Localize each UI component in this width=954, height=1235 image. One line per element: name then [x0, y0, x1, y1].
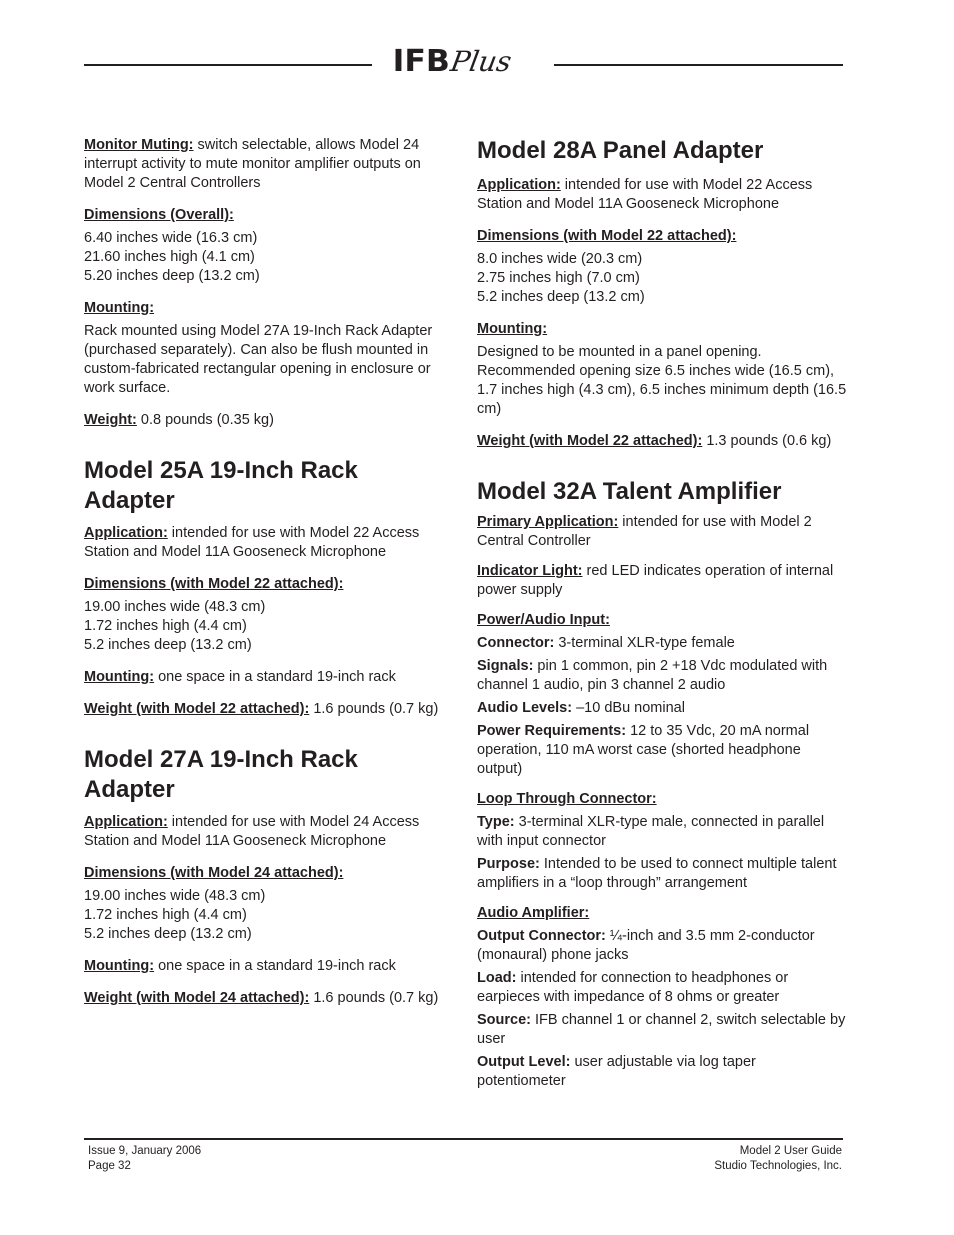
mounting-label: Mounting:	[84, 958, 155, 974]
weight-label: Weight (with Model 22 attached):	[84, 701, 310, 717]
m27a-weight	[84, 989, 454, 1008]
output-connector-label: Output Connector:	[477, 928, 606, 944]
m25a-dimensions	[84, 575, 454, 655]
type-text: 3-terminal XLR-type male, connected in parallel with input connector	[477, 814, 825, 849]
m27a-dimensions	[84, 864, 454, 944]
power-requirements-label: Power Requirements:	[477, 723, 627, 739]
monitor-muting-label: Monitor Muting:	[84, 137, 194, 153]
dimensions-overall-label: Dimensions (Overall):	[84, 207, 234, 223]
company-name: Studio Technologies, Inc.	[714, 1160, 842, 1172]
dimension-line: 6.40 inches wide (16.3 cm)	[84, 230, 258, 246]
load-label: Load:	[477, 970, 517, 986]
m25a-weight	[84, 700, 454, 719]
loop-through-connector-label: Loop Through Connector:	[477, 791, 657, 807]
type-label: Type:	[477, 814, 515, 830]
m27a-application	[84, 813, 454, 851]
ifb-plus-logo	[392, 44, 514, 79]
mounting-text: one space in a standard 19-inch rack	[154, 669, 396, 685]
footer-rule	[84, 1138, 843, 1140]
weight-label: Weight (with Model 24 attached):	[84, 990, 310, 1006]
m28a-dimensions	[477, 227, 847, 307]
dimensions-overall-section	[84, 206, 454, 286]
m32a-primary-application	[477, 513, 847, 551]
power-audio-input-label: Power/Audio Input:	[477, 612, 610, 628]
weight-text: 1.3 pounds (0.6 kg)	[702, 433, 832, 449]
primary-application-text: intended for use with Model 2 Central Controller	[477, 514, 812, 549]
application-label: Application:	[477, 177, 561, 193]
output-level-spec	[477, 1053, 847, 1091]
mounting-text: Rack mounted using Model 27A 19-Inch Rack Adapter (purchased separately). Can also be flush mounted in custom-fabricated rectangular opening in enclosure or work surface.	[84, 323, 433, 396]
connector-text: 3-terminal XLR-type female	[554, 635, 735, 651]
purpose-spec	[477, 855, 847, 893]
source-text: IFB channel 1 or channel 2, switch selectable by user	[477, 1012, 846, 1047]
type-spec	[477, 813, 847, 851]
dimension-line: 1.72 inches high (4.4 cm)	[84, 907, 247, 923]
dimensions-label: Dimensions (with Model 24 attached):	[84, 865, 344, 881]
left-column	[84, 136, 454, 1021]
source-label: Source:	[477, 1012, 531, 1028]
dimension-line: 21.60 inches high (4.1 cm)	[84, 249, 255, 265]
model-28a-heading: Model 28A Panel Adapter	[477, 137, 764, 164]
dimension-line: 5.2 inches deep (13.2 cm)	[84, 637, 252, 653]
m28a-application	[477, 176, 847, 214]
mounting-text: one space in a standard 19-inch rack	[154, 958, 396, 974]
output-level-label: Output Level:	[477, 1054, 571, 1070]
mounting-section	[84, 299, 454, 398]
application-text: intended for use with Model 22 Access Station and Model 11A Gooseneck Microphone	[84, 525, 420, 560]
dimension-line: 19.00 inches wide (48.3 cm)	[84, 599, 266, 615]
output-level-text: user adjustable via log taper potentiometer	[477, 1054, 756, 1089]
m32a-indicator-light	[477, 562, 847, 600]
purpose-text: Intended to be used to connect multiple talent amplifiers in a “loop through” arrangement	[477, 856, 837, 891]
source-spec	[477, 1011, 847, 1049]
m25a-mounting	[84, 668, 454, 687]
right-column	[477, 136, 847, 1095]
connector-spec	[477, 634, 847, 653]
weight-paragraph	[84, 411, 454, 430]
audio-amplifier-label: Audio Amplifier:	[477, 905, 590, 921]
application-text: intended for use with Model 22 Access Station and Model 11A Gooseneck Microphone	[477, 177, 813, 212]
logo-ifb-text: IFB	[392, 44, 450, 79]
monitor-muting-text: switch selectable, allows Model 24 interrupt activity to mute monitor amplifier outputs on Model 2 Central Controllers	[84, 137, 421, 191]
footer-left	[88, 1144, 201, 1174]
dimension-line: 5.20 inches deep (13.2 cm)	[84, 268, 260, 284]
indicator-light-label: Indicator Light:	[477, 563, 583, 579]
connector-label: Connector:	[477, 635, 555, 651]
output-connector-spec	[477, 927, 847, 965]
mounting-label: Mounting:	[477, 321, 548, 337]
weight-text: 1.6 pounds (0.7 kg)	[309, 701, 439, 717]
model-27a-heading: Model 27A 19-Inch Rack Adapter	[84, 746, 358, 803]
signals-label: Signals:	[477, 658, 534, 674]
header-rule-left	[84, 64, 372, 66]
power-requirements-text: 12 to 35 Vdc, 20 mA normal operation, 110 mA worst case (shorted headphone output)	[477, 723, 810, 777]
monitor-muting-paragraph	[84, 136, 454, 193]
audio-levels-label: Audio Levels:	[477, 700, 573, 716]
signals-text: pin 1 common, pin 2 +18 Vdc modulated with channel 1 audio, pin 3 channel 2 audio	[477, 658, 828, 693]
mounting-label: Mounting:	[84, 300, 155, 316]
m28a-mounting	[477, 320, 847, 419]
application-label: Application:	[84, 814, 168, 830]
primary-application-label: Primary Application:	[477, 514, 619, 530]
weight-label: Weight:	[84, 412, 137, 428]
dimension-line: 1.72 inches high (4.4 cm)	[84, 618, 247, 634]
m28a-weight	[477, 432, 847, 451]
load-text: intended for connection to headphones or earpieces with impedance of 8 ohms or greater	[477, 970, 789, 1005]
mounting-text: Designed to be mounted in a panel opening. Recommended opening size 6.5 inches wide (16.5 cm), 1.7 inches high (4.3 cm), 6.5 inches minimum depth (16.5 cm)	[477, 344, 847, 417]
page-number: Page 32	[88, 1160, 131, 1172]
header-rule-right	[554, 64, 843, 66]
indicator-light-text: red LED indicates operation of internal power supply	[477, 563, 834, 598]
issue-date: Issue 9, January 2006	[88, 1145, 202, 1157]
weight-label: Weight (with Model 22 attached):	[477, 433, 703, 449]
audio-levels-spec	[477, 699, 847, 718]
load-spec	[477, 969, 847, 1007]
weight-text: 0.8 pounds (0.35 kg)	[136, 412, 274, 428]
weight-text: 1.6 pounds (0.7 kg)	[309, 990, 439, 1006]
power-requirements-spec	[477, 722, 847, 779]
dimensions-label: Dimensions (with Model 22 attached):	[477, 228, 737, 244]
dimension-line: 5.2 inches deep (13.2 cm)	[477, 289, 645, 305]
logo-plus-text: Plus	[447, 45, 514, 78]
dimensions-label: Dimensions (with Model 22 attached):	[84, 576, 344, 592]
application-text: intended for use with Model 24 Access Station and Model 11A Gooseneck Microphone	[84, 814, 420, 849]
guide-title: Model 2 User Guide	[739, 1145, 842, 1157]
purpose-label: Purpose:	[477, 856, 540, 872]
m27a-mounting	[84, 957, 454, 976]
audio-levels-text: –10 dBu nominal	[572, 700, 685, 716]
signals-spec	[477, 657, 847, 695]
application-label: Application:	[84, 525, 168, 541]
m25a-application	[84, 524, 454, 562]
output-connector-text: ¼-inch and 3.5 mm 2-conductor (monaural) phone jacks	[477, 928, 815, 963]
footer-right	[714, 1144, 842, 1174]
model-32a-heading: Model 32A Talent Amplifier	[477, 478, 782, 505]
model-25a-heading: Model 25A 19-Inch Rack Adapter	[84, 457, 358, 514]
dimension-line: 2.75 inches high (7.0 cm)	[477, 270, 640, 286]
dimension-line: 8.0 inches wide (20.3 cm)	[477, 251, 643, 267]
dimension-line: 19.00 inches wide (48.3 cm)	[84, 888, 266, 904]
mounting-label: Mounting:	[84, 669, 155, 685]
dimension-line: 5.2 inches deep (13.2 cm)	[84, 926, 252, 942]
